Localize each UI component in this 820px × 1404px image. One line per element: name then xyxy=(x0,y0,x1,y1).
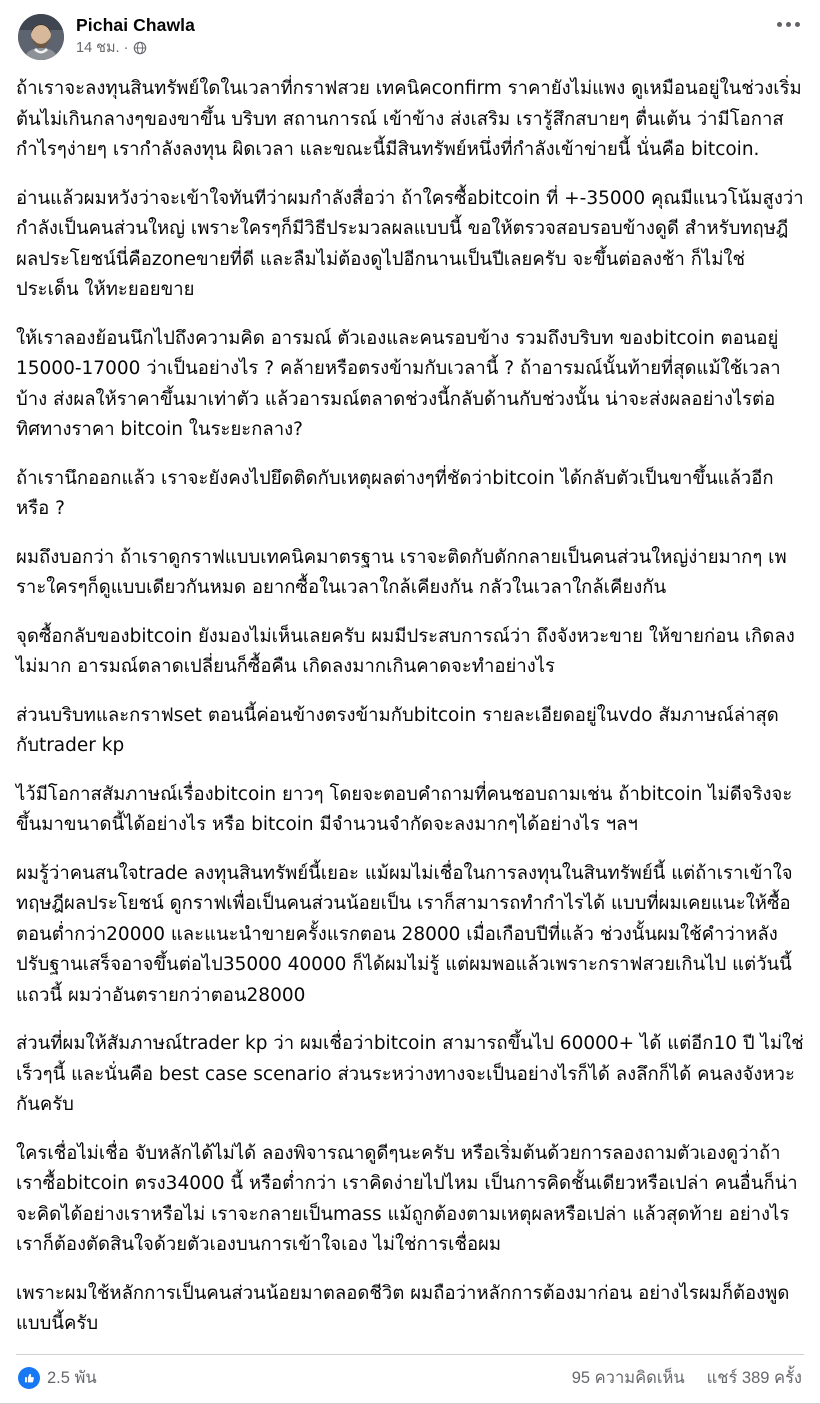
post-body xyxy=(0,66,820,1340)
post-paragraph: ใครเชื่อไม่เชื่อ จับหลักได้ไม่ได้ ลองพิจารณาดูดีๆนะครับ หรือเริ่มต้นด้วยการลองถามตัวเองดูว่าถ้าเราซื้อbitcoin ตรง34000 นี้ หรือต่ำกว่า เราคิดง่ายไปไหม เป็นการคิดชั้นเดียวหรือเปล่า คนอื่นก็น่าจะคิดได้อย่างเราหรือไม่ เราจะกลายเป็นmass แม้ถูกต้องตามเหตุผลหรือเปล่า แล้วสุดท้าย อย่างไรเราก็ต้องตัดสินใจด้วยตัวเองบนการเข้าใจเอง ไม่ใช่การเชื่อผม xyxy=(16,1142,798,1255)
like-thumb-icon xyxy=(18,1367,40,1389)
meta-separator: · xyxy=(123,40,129,56)
post-paragraph: ผมรู้ว่าคนสนใจtrade ลงทุนสินทรัพย์นี้เยอะ แม้ผมไม่เชื่อในการลงทุนในสินทรัพย์นี้ แต่ถ้าเราเข้าใจทฤษฎีผลประโยชน์ ดูกราฟเพื่อเป็นคนส่วนน้อยเป็น เราก็สามารถทำกำไรได้ แบบที่ผมเคยแนะให้ซื้อตอนต่ำกว่า20000 และแนะนำขายครั้งแรกตอน 28000 เมื่อเกือบปีที่แล้ว ช่วงนั้นผมใช้คำว่าหลังปรับฐานเสร็จอาจขึ้นต่อไป35000 40000 ก็ได้ผมไม่รู้ แต่ผมพอแล้วเพราะกราฟสวยเกินไป แต่วันนี้ แถวนี้ ผมว่าอันตรายกว่าตอน28000 xyxy=(16,862,793,1006)
avatar[interactable] xyxy=(18,14,64,60)
bottom-rule xyxy=(0,1403,820,1404)
post-paragraph: จุดซื้อกลับของbitcoin ยังมองไม่เห็นเลยครับ ผมมีประสบการณ์ว่า ถึงจังหวะขาย ให้ขายก่อน เกิดลงไม่มาก อารมณ์ตลาดเปลี่ยนก็ซื้อคืน เกิดลงมากเกินคาดจะทำอย่างไร xyxy=(16,625,795,677)
post-paragraph: ไว้มีโอกาสสัมภาษณ์เรื่องbitcoin ยาวๆ โดยจะตอบคำถามที่คนชอบถามเช่น ถ้าbitcoin ไม่ดีจริงจะขึ้นมาขนาดนี้ได้อย่างไร หรือ bitcoin มีจำนวนจำกัดจะลงมากๆได้อย่างไร ฯลฯ xyxy=(16,783,793,835)
post-paragraph: ถ้าเราจะลงทุนสินทรัพย์ใดในเวลาที่กราฟสวย เทคนิคconfirm ราคายังไม่แพง ดูเหมือนอยู่ในช่วงเริ่มต้นไม่เกินกลางๆของขาขึ้น บริบท สถานการณ์ เข้าข้าง ส่งเสริม เรารู้สึกสบายๆ ตื่นเต้น ว่ามีโอกาสกำไรๆง่ายๆ เรากำลังลงทุน ผิดเวลา และขณะนี้มีสินทรัพย์หนึ่งที่กำลังเข้าข่ายนี้ นั่นคือ bitcoin. xyxy=(16,78,802,160)
post-paragraph: ให้เราลองย้อนนึกไปถึงความคิด อารมณ์ ตัวเองและคนรอบข้าง รวมถึงบริบท ของbitcoin ตอนอยู่ 15000-17000 ว่าเป็นอย่างไร ? คล้ายหรือตรงข้ามกับเวลานี้ ? ถ้าอารมณ์นั้นท้ายที่สุดแม้ใช้เวลาบ้าง ส่งผลให้ราคาขึ้นมาเท่าตัว แล้วอารมณ์ตลาดช่วงนี้กลับด้านกับช่วงนั้น น่าจะส่งผลอย่างไรต่อทิศทางราคา bitcoin ในระยะกลาง? xyxy=(16,327,781,440)
globe-icon xyxy=(133,41,147,55)
author-name[interactable]: Pichai Chawla xyxy=(76,15,195,35)
post-paragraph: ถ้าเรานึกออกแล้ว เราจะยังคงไปยึดติดกับเหตุผลต่างๆที่ชัดว่าbitcoin ได้กลับตัวเป็นขาขึ้นแล้วอีกหรือ ? xyxy=(16,467,774,519)
post-header xyxy=(0,0,820,66)
post-paragraph: เพราะผมใช้หลักการเป็นคนส่วนน้อยมาตลอดชีวิต ผมถือว่าหลักการต้องมาก่อน อย่างไรผมก็ต้องพูดแบบนี้ครับ xyxy=(16,1282,790,1334)
post-footer xyxy=(0,1355,820,1403)
header-text xyxy=(76,14,195,57)
footer-counts xyxy=(572,1365,802,1391)
reaction-summary[interactable] xyxy=(18,1365,97,1391)
timestamp[interactable]: 14 ชม. xyxy=(76,40,120,56)
reaction-count: 2.5 พัน xyxy=(47,1368,97,1387)
post-meta xyxy=(76,39,195,57)
post-paragraph: อ่านแล้วผมหวังว่าจะเข้าใจทันทีว่าผมกำลังสื่อว่า ถ้าใครซื้อbitcoin ที่ +-35000 คุณมีแนวโน้มสูงว่ากำลังเป็นคนส่วนใหญ่ เพราะใครๆก็มีวิธีประมวลผลแบบนี้ ขอให้ตรวจสอบรอบข้างดูดี สำหรับทฤษฎีผลประโยชน์นี่คือzoneขายที่ดี และลืมไม่ต้องดูไปอีกนานเป็นปีเลยครับ จะขึ้นต่อลงช้า ก็ไม่ใช่ประเด็น ให้ทะยอยขาย xyxy=(16,187,804,300)
post-paragraph: ส่วนบริบทและกราฟset ตอนนี้ค่อนข้างตรงข้ามกับbitcoin รายละเอียดอยู่ในvdo สัมภาษณ์ล่าสุดกับtrader kp xyxy=(16,704,779,756)
post-paragraph: ผมถึงบอกว่า ถ้าเราดูกราฟแบบเทคนิคมาตรฐาน เราจะติดกับดักกลายเป็นคนส่วนใหญ่ง่ายมากๆ เพราะใครๆก็ดูแบบเดียวกันหมด อยากซื้อในเวลาใกล้เคียงกัน กลัวในเวลาใกล้เคียงกัน xyxy=(16,546,787,598)
comment-count[interactable]: 95 ความคิดเห็น xyxy=(571,1368,685,1387)
share-count[interactable]: แชร์ 389 ครั้ง xyxy=(706,1368,802,1387)
more-options-icon[interactable] xyxy=(777,22,800,27)
post-paragraph: ส่วนที่ผมให้สัมภาษณ์trader kp ว่า ผมเชื่อว่าbitcoin สามารถขึ้นไป 60000+ ได้ แต่อีก10 ปี ไม่ใช่เร็วๆนี้ และนั่นคือ best case scenario ส่วนระหว่างทางจะเป็นอย่างไรก็ได้ ลงลึกก็ได้ คนลงจังหวะกันครับ xyxy=(16,1033,804,1115)
